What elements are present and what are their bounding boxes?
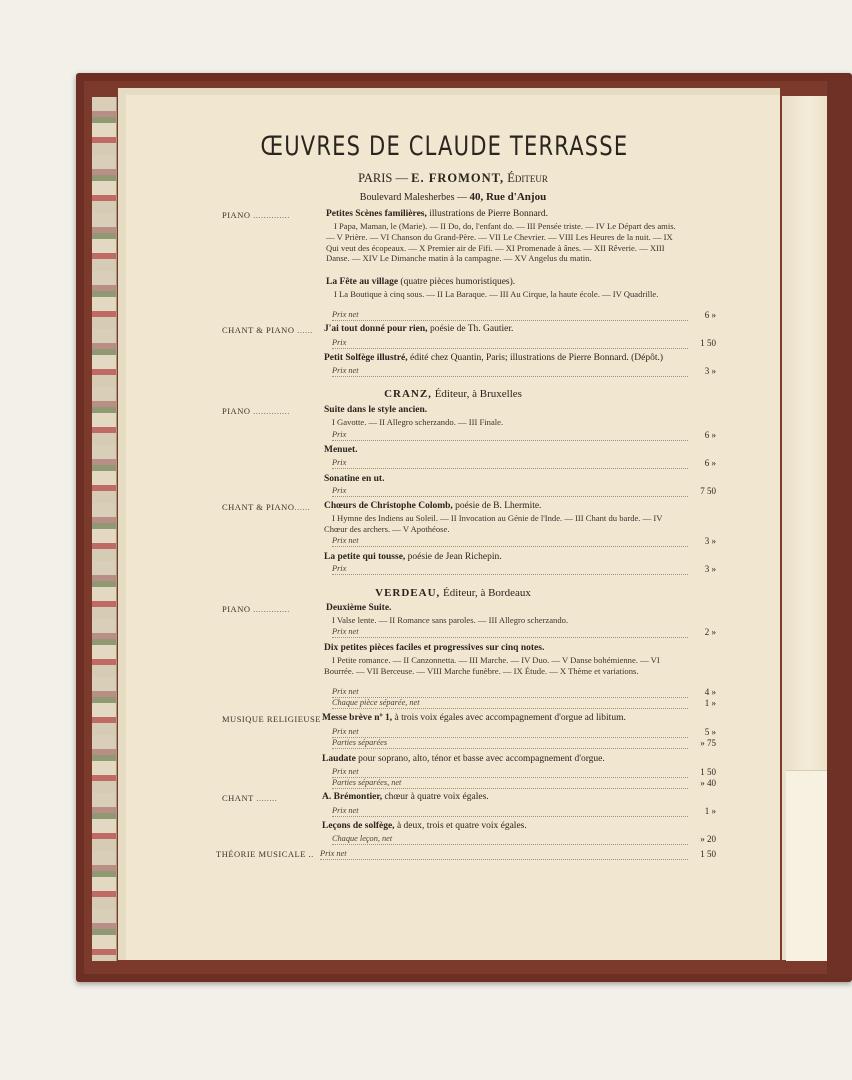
work-description: I Petite romance. — II Canzonnetta. — III Marche. — IV Duo. — V Danse bohémienne. — VI Bourrée. — VII Berceuse. — VIII Marche funèbre. — IX Étude. — X Thème et variations. [324, 655, 660, 676]
price-value: 7 50 [700, 486, 716, 496]
price-line: Prix [332, 430, 688, 441]
price-line: Prix [332, 458, 688, 469]
price-value: » 20 [700, 834, 716, 844]
publisher-verdeau: VERDEAU, Éditeur, à Bordeaux [375, 587, 531, 599]
price-value: 1 50 [700, 767, 716, 777]
price-value: 4 » [704, 687, 716, 697]
category-piano: PIANO .............. [222, 604, 290, 614]
category-musique-religieuse: MUSIQUE RELIGIEUSE [222, 714, 321, 724]
work-description: I Valse lente. — II Romance sans paroles. — III Allegro scherzando. [332, 615, 569, 625]
price-value: 1 » [704, 806, 716, 816]
work-description: I Papa, Maman, le (Marie). — II Do, do, l'enfant do. — III Pensée triste. — IV Le Départ des amis. — V Prière. — VI Chanson du Grand-Père. — VII Le Chevrier. — VIII Les Heures de la nuit. — IX Qui veut des écopeaux. — X Premier air de Fifi. — XI Promenade à ânes. — XII Rêverie. — XIII Danse. — XIV Le Dimanche matin à la campagne. — XV Angelus du matin. [326, 221, 676, 264]
category-theorie-musicale: THÉORIE MUSICALE .. [216, 849, 314, 859]
price-line: Prix net [332, 687, 688, 698]
work-title: Sonatine en ut. [324, 474, 385, 484]
price-value: 6 » [704, 458, 716, 468]
price-value: 3 » [704, 564, 716, 574]
price-value: » 75 [700, 738, 716, 748]
fromont-address: Boulevard Malesherbes — 40, Rue d'Anjou [359, 191, 547, 203]
price-line: Prix [332, 564, 688, 575]
category-piano: PIANO .............. [222, 406, 290, 416]
price-value: » 40 [700, 778, 716, 788]
price-line: Chaque pièce séparée, net [332, 698, 688, 709]
work-title: J'ai tout donné pour rien, poésie de Th. Gautier. [324, 324, 514, 334]
price-line: Prix net [320, 849, 688, 860]
page-title: ŒUVRES DE CLAUDE TERRASSE [260, 131, 629, 162]
work-title: Messe brève nº 1, à trois voix égales avec accompagnement d'orgue ad libitum. [322, 713, 626, 723]
category-chant: CHANT ........ [222, 793, 278, 803]
work-title: Petit Solfège illustré, édité chez Quantin, Paris; illustrations de Pierre Bonnard. (Dépôt.) [324, 353, 664, 363]
work-title: Deuxième Suite. [326, 603, 392, 613]
work-title: Laudate pour soprano, alto, ténor et basse avec accompagnement d'orgue. [322, 754, 605, 764]
price-value: 6 » [704, 430, 716, 440]
price-value: 3 » [704, 366, 716, 376]
paper-tab [786, 770, 827, 961]
work-title: Leçons de solfège, à deux, trois et quatre voix égales. [322, 821, 527, 831]
category-piano: PIANO .............. [222, 210, 290, 220]
price-line: Parties séparées [332, 738, 688, 749]
price-line: Parties séparées, net [332, 778, 688, 789]
publisher-fromont: PARIS — E. FROMONT, Éditeur [358, 171, 548, 185]
work-description: I Hymne des Indiens au Soleil. — II Invocation au Génie de l'Inde. — III Chant du barde. — IV Chœur des archers. — V Apothéose. [324, 513, 663, 534]
work-title: Dix petites pièces faciles et progressives sur cinq notes. [324, 643, 545, 653]
price-line: Prix net [332, 627, 688, 638]
work-title: Chœurs de Christophe Colomb, poésie de B. Lhermite. [324, 501, 542, 511]
price-line: Prix [332, 338, 688, 349]
binder-right-edge [827, 78, 852, 978]
price-line: Prix net [332, 727, 688, 738]
marbled-endpaper [92, 97, 117, 961]
price-line: Prix net [332, 806, 688, 817]
publisher-cranz: CRANZ, Éditeur, à Bruxelles [384, 388, 522, 400]
price-value: 1 » [704, 698, 716, 708]
price-value: 6 » [704, 310, 716, 320]
work-title: Petites Scènes familières, illustrations de Pierre Bonnard. [326, 209, 548, 219]
work-title: La petite qui tousse, poésie de Jean Richepin. [324, 552, 502, 562]
price-value: 3 » [704, 536, 716, 546]
work-title: Suite dans le style ancien. [324, 405, 428, 415]
price-value: 1 50 [700, 849, 716, 859]
work-title: A. Brémontier, chœur à quatre voix égales. [322, 792, 489, 802]
price-value: 2 » [704, 627, 716, 637]
price-line: Prix net [332, 767, 688, 778]
price-line: Prix net [332, 366, 688, 377]
work-description: I Gavotte. — II Allegro scherzando. — III Finale. [332, 417, 504, 427]
work-description: I La Boutique à cinq sous. — II La Baraque. — III Au Cirque, la haute école. — IV Quadrille. [334, 289, 659, 299]
price-line: Prix [332, 486, 688, 497]
category-chant-piano: CHANT & PIANO ...... [222, 325, 313, 335]
price-line: Prix net [332, 310, 688, 321]
price-line: Chaque leçon, net [332, 834, 688, 845]
catalog-page [126, 95, 780, 960]
price-value: 5 » [704, 727, 716, 737]
work-title: Menuet. [324, 445, 358, 455]
category-chant-piano: CHANT & PIANO...... [222, 502, 311, 512]
right-paper-flap [782, 96, 827, 960]
work-title: La Fête au village (quatre pièces humoristiques). [326, 277, 516, 287]
price-line: Prix net [332, 536, 688, 547]
price-value: 1 50 [700, 338, 716, 348]
